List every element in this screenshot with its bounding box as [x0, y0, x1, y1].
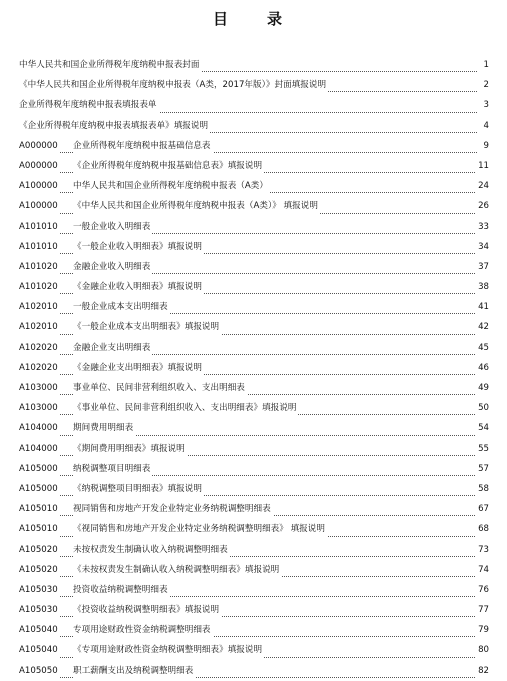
toc-entry[interactable] [19, 317, 489, 337]
toc-entry[interactable] [19, 136, 489, 156]
toc-entry[interactable] [19, 358, 489, 378]
table-of-contents [19, 55, 489, 681]
toc-entry-title: 《中华人民共和国企业所得税年度纳税申报表（A类，2017年版）》封面填报说明 [19, 75, 328, 95]
toc-entry-page-number: 77 [476, 600, 489, 620]
toc-entry-title: 《未按权责发生制确认收入纳税调整明细表》填报说明 [73, 560, 281, 580]
toc-entry[interactable] [19, 560, 489, 580]
toc-entry-code: A104000 [19, 418, 60, 438]
toc-entry-title: 期间费用明细表 [73, 418, 135, 438]
toc-entry-page-number: 11 [476, 156, 489, 176]
toc-entry[interactable] [19, 640, 489, 660]
toc-entry[interactable] [19, 620, 489, 640]
toc-entry-title: 《中华人民共和国企业所得税年度纳税申报表（A类）》 填报说明 [73, 196, 320, 216]
toc-entry[interactable] [19, 580, 489, 600]
toc-entry-page-number: 82 [476, 661, 489, 681]
toc-entry-title: 企业所得税年度纳税申报表填报表单 [19, 95, 159, 115]
toc-entry-code: A105000 [19, 479, 60, 499]
toc-entry-title: 未按权责发生制确认收入纳税调整明细表 [73, 540, 230, 560]
toc-entry[interactable] [19, 55, 489, 75]
toc-entry-page-number: 38 [476, 277, 489, 297]
page-title: 目 录 [212, 10, 294, 28]
toc-entry-page-number: 4 [482, 116, 489, 136]
toc-entry-code: A101010 [19, 217, 60, 237]
toc-entry-title: 《企业所得税年度纳税申报基础信息表》填报说明 [73, 156, 264, 176]
toc-entry-page-number: 55 [476, 439, 489, 459]
toc-entry-page-number: 54 [476, 418, 489, 438]
toc-entry-code: A102020 [19, 358, 60, 378]
toc-entry-title: 《纳税调整项目明细表》填报说明 [73, 479, 204, 499]
toc-entry[interactable] [19, 479, 489, 499]
toc-entry-code: A103000 [19, 378, 60, 398]
toc-entry-page-number: 24 [476, 176, 489, 196]
toc-entry-title: 视同销售和房地产开发企业特定业务纳税调整明细表 [73, 499, 273, 519]
toc-entry-code: A102010 [19, 297, 60, 317]
toc-entry-code: A101020 [19, 277, 60, 297]
toc-entry-title: 《金融企业支出明细表》填报说明 [73, 358, 204, 378]
toc-entry-code: A105010 [19, 519, 60, 539]
toc-entry[interactable] [19, 540, 489, 560]
toc-entry-title: 一般企业成本支出明细表 [73, 297, 170, 317]
toc-entry-page-number: 1 [482, 55, 489, 75]
toc-entry-code: A105000 [19, 459, 60, 479]
toc-entry-page-number: 34 [476, 237, 489, 257]
toc-entry-title: 纳税调整项目明细表 [73, 459, 152, 479]
toc-entry-code: A103000 [19, 398, 60, 418]
toc-entry[interactable] [19, 439, 489, 459]
toc-entry-page-number: 37 [476, 257, 489, 277]
toc-entry-page-number: 49 [476, 378, 489, 398]
toc-entry-title: 投资收益纳税调整明细表 [73, 580, 170, 600]
toc-entry-code: A105020 [19, 560, 60, 580]
toc-entry-code: A105040 [19, 640, 60, 660]
toc-entry-code: A104000 [19, 439, 60, 459]
toc-entry[interactable] [19, 661, 489, 681]
toc-entry-page-number: 46 [476, 358, 489, 378]
toc-entry-page-number: 50 [476, 398, 489, 418]
toc-entry[interactable] [19, 459, 489, 479]
toc-entry-code: A000000 [19, 156, 60, 176]
toc-entry-page-number: 41 [476, 297, 489, 317]
toc-entry-title: 企业所得税年度纳税申报基础信息表 [73, 136, 213, 156]
toc-entry[interactable] [19, 156, 489, 176]
toc-entry-code: A105020 [19, 540, 60, 560]
toc-entry-title: 金融企业收入明细表 [73, 257, 152, 277]
toc-entry-title: 《一般企业收入明细表》填报说明 [73, 237, 204, 257]
toc-entry[interactable] [19, 277, 489, 297]
toc-entry-page-number: 68 [476, 519, 489, 539]
toc-entry-code: A105050 [19, 661, 60, 681]
toc-entry-page-number: 80 [476, 640, 489, 660]
toc-entry-page-number: 76 [476, 580, 489, 600]
toc-entry-title: 《事业单位、民间非营利组织收入、支出明细表》填报说明 [73, 398, 298, 418]
toc-entry-page-number: 33 [476, 217, 489, 237]
toc-entry-title: 金融企业支出明细表 [73, 338, 152, 358]
toc-entry-title: 《期间费用明细表》填报说明 [73, 439, 187, 459]
toc-entry-title: 专项用途财政性资金纳税调整明细表 [73, 620, 213, 640]
toc-entry-page-number: 57 [476, 459, 489, 479]
toc-entry-title: 《视同销售和房地产开发企业特定业务纳税调整明细表》 填报说明 [73, 519, 327, 539]
toc-entry[interactable] [19, 95, 489, 115]
toc-entry-code: A100000 [19, 176, 60, 196]
toc-entry-code: A105030 [19, 600, 60, 620]
toc-entry-page-number: 3 [482, 95, 489, 115]
toc-entry-page-number: 74 [476, 560, 489, 580]
toc-entry-title: 《企业所得税年度纳税申报表填报表单》填报说明 [19, 116, 210, 136]
toc-entry[interactable] [19, 600, 489, 620]
toc-entry[interactable] [19, 176, 489, 196]
toc-entry-title: 《一般企业成本支出明细表》填报说明 [73, 317, 221, 337]
toc-entry-code: A105040 [19, 620, 60, 640]
toc-entry-page-number: 58 [476, 479, 489, 499]
toc-entry-code: A105010 [19, 499, 60, 519]
toc-entry-page-number: 26 [476, 196, 489, 216]
toc-entry-page-number: 67 [476, 499, 489, 519]
toc-entry-code: A000000 [19, 136, 60, 156]
toc-entry-title: 中华人民共和国企业所得税年度纳税申报表（A类） [73, 176, 270, 196]
toc-entry-page-number: 2 [482, 75, 489, 95]
toc-entry-title: 《投资收益纳税调整明细表》填报说明 [73, 600, 221, 620]
toc-entry-code: A102020 [19, 338, 60, 358]
toc-entry[interactable] [19, 499, 489, 519]
toc-entry[interactable] [19, 398, 489, 418]
toc-entry-page-number: 79 [476, 620, 489, 640]
toc-entry-page-number: 9 [482, 136, 489, 156]
toc-entry[interactable] [19, 217, 489, 237]
toc-entry-code: A102010 [19, 317, 60, 337]
toc-entry[interactable] [19, 418, 489, 438]
toc-entry[interactable] [19, 519, 489, 539]
toc-entry[interactable] [19, 378, 489, 398]
toc-entry-code: A100000 [19, 196, 60, 216]
toc-entry-title: 一般企业收入明细表 [73, 217, 152, 237]
toc-entry-code: A101010 [19, 237, 60, 257]
toc-entry[interactable] [19, 257, 489, 277]
toc-entry-title: 《专项用途财政性资金纳税调整明细表》填报说明 [73, 640, 264, 660]
toc-entry-title: 《金融企业收入明细表》填报说明 [73, 277, 204, 297]
toc-entry-title: 职工薪酬支出及纳税调整明细表 [73, 661, 195, 681]
toc-entry-title: 事业单位、民间非营利组织收入、支出明细表 [73, 378, 247, 398]
toc-entry[interactable] [19, 75, 489, 95]
toc-entry-code: A105030 [19, 580, 60, 600]
toc-entry-page-number: 42 [476, 317, 489, 337]
toc-entry-page-number: 45 [476, 338, 489, 358]
toc-entry-code: A101020 [19, 257, 60, 277]
toc-entry[interactable] [19, 338, 489, 358]
toc-entry[interactable] [19, 196, 489, 216]
toc-entry-title: 中华人民共和国企业所得税年度纳税申报表封面 [19, 55, 201, 75]
toc-entry-page-number: 73 [476, 540, 489, 560]
toc-entry[interactable] [19, 237, 489, 257]
toc-entry[interactable] [19, 116, 489, 136]
toc-entry[interactable] [19, 297, 489, 317]
